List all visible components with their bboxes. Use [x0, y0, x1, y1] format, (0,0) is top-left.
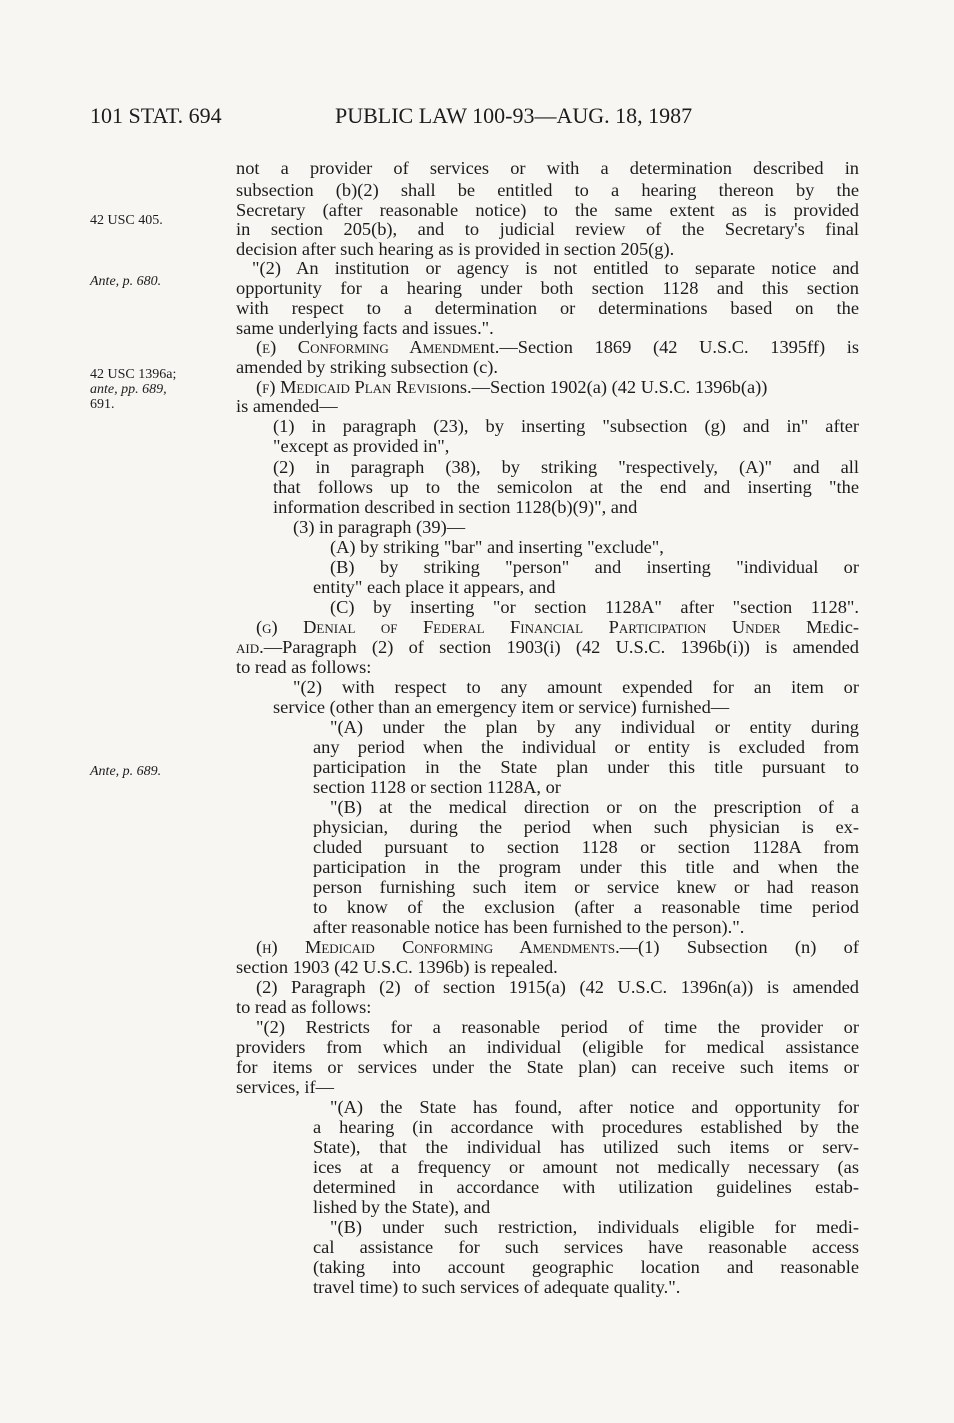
- text-line: to know of the exclusion (after a reasonable time period: [313, 897, 859, 917]
- text-line: cluded pursuant to section 1128 or section 1128A from: [313, 837, 859, 857]
- margin-note: [90, 764, 161, 779]
- text-line: information described in section 1128(b)(9)", and: [273, 497, 638, 517]
- text-line: participation in the State plan under this title pursuant to: [313, 757, 859, 777]
- text-line: entity" each place it appears, and: [313, 577, 556, 597]
- small-caps-heading: aid: [236, 637, 260, 657]
- text-line: not a provider of services or with a determination described in: [236, 158, 859, 178]
- text-line: decision after such hearing as is provided in section 205(g).: [236, 239, 675, 259]
- text-line: (h) Medicaid Conforming Amendments.—(1) Subsection (n) of: [256, 937, 859, 957]
- margin-note-line: 691.: [90, 397, 115, 412]
- text-line: for items or services under the State plan) can receive such items or: [236, 1057, 859, 1077]
- text-line: participation in the program under this title and when the: [313, 857, 859, 877]
- text-line: physician, during the period when such physician is ex-: [313, 817, 859, 837]
- text-line: subsection (b)(2) shall be entitled to a hearing thereon by the: [236, 180, 859, 200]
- margin-note-line: Ante, p. 689.: [90, 764, 162, 779]
- margin-note: [90, 274, 161, 289]
- small-caps-heading: (e) Conforming Amendme: [256, 337, 481, 357]
- text-line: "(A) under the plan by any individual or entity during: [330, 717, 859, 737]
- text-line: to read as follows:: [236, 997, 372, 1017]
- text-line: after reasonable notice has been furnished to the person).".: [313, 917, 745, 937]
- text-line: any period when the individual or entity is excluded from: [313, 737, 859, 757]
- text-line: (B) by striking "person" and inserting "individual or: [330, 557, 859, 577]
- text-line: (g) Denial of Federal Financial Participation Under Medic-: [256, 617, 859, 637]
- small-caps-heading: (f) Medicaid Plan Revisi: [256, 377, 442, 397]
- text-line: a hearing (in accordance with procedures established by the: [313, 1117, 859, 1137]
- text-line: "(2) An institution or agency is not entitled to separate notice and: [252, 258, 859, 278]
- page-header: [0, 103, 954, 133]
- text-line: to read as follows:: [236, 657, 372, 677]
- text-line: (C) by inserting "or section 1128A" after "section 1128".: [330, 597, 859, 617]
- margin-note: [90, 367, 176, 412]
- margin-note-line: 42 USC 1396a;: [90, 367, 177, 382]
- text-line: (e) Conforming Amendment.—Section 1869 (42 U.S.C. 1395ff) is: [256, 337, 859, 357]
- text-line: "(2) with respect to any amount expended for an item or: [293, 677, 859, 697]
- small-caps-heading: (g) Denial of Federal Financial Participation Under Me: [256, 617, 831, 637]
- text-line: (2) Paragraph (2) of section 1915(a) (42 U.S.C. 1396n(a)) is amended: [256, 977, 859, 997]
- text-line: State), that the individual has utilized such items or serv-: [313, 1137, 859, 1157]
- text-line: section 1128 or section 1128A, or: [313, 777, 561, 797]
- text-line: section 1903 (42 U.S.C. 1396b) is repealed.: [236, 957, 558, 977]
- text-line: lished by the State), and: [313, 1197, 491, 1217]
- margin-note: [90, 213, 163, 228]
- text-line: travel time) to such services of adequate quality.".: [313, 1277, 681, 1297]
- text-line: cal assistance for such services have reasonable access: [313, 1237, 859, 1257]
- text-line: "(B) under such restriction, individuals eligible for medi-: [330, 1217, 859, 1237]
- text-line: that follows up to the semicolon at the end and inserting "the: [273, 477, 859, 497]
- text-line: (A) by striking "bar" and inserting "exclude",: [330, 537, 664, 557]
- text-line: providers from which an individual (eligible for medical assistance: [236, 1037, 859, 1057]
- margin-note-line: 42 USC 405.: [90, 213, 163, 228]
- text-line: (f) Medicaid Plan Revisions.—Section 1902(a) (42 U.S.C. 1396b(a)): [256, 377, 768, 397]
- text-line: Secretary (after reasonable notice) to the same extent as is provided: [236, 200, 859, 220]
- text-line: in section 205(b), and to judicial review of the Secretary's final: [236, 219, 859, 239]
- small-caps-heading: (h) Medicaid Conforming Amendments: [256, 937, 616, 957]
- text-line: opportunity for a hearing under both section 1128 and this section: [236, 278, 859, 298]
- text-line: is amended—: [236, 396, 338, 416]
- text-line: "(A) the State has found, after notice and opportunity for: [330, 1097, 859, 1117]
- margin-note-line: Ante, p. 680.: [90, 274, 162, 289]
- page-law-title: PUBLIC LAW 100-93—AUG. 18, 1987: [335, 103, 693, 128]
- text-line: "(2) Restricts for a reasonable period of time the provider or: [256, 1017, 859, 1037]
- text-line: determined in accordance with utilization guidelines estab-: [313, 1177, 859, 1197]
- text-line: service (other than an emergency item or service) furnished—: [273, 697, 730, 717]
- text-line: (3) in paragraph (39)—: [293, 517, 466, 537]
- text-line: "except as provided in",: [273, 436, 450, 456]
- page-stat-citation: 101 STAT. 694: [90, 103, 222, 128]
- text-line: (2) in paragraph (38), by striking "respectively, (A)" and all: [273, 457, 859, 477]
- text-line: with respect to a determination or determinations based on the: [236, 298, 859, 318]
- text-line: person furnishing such item or service knew or had reason: [313, 877, 859, 897]
- text-line: ices at a frequency or amount not medically necessary (as: [313, 1157, 859, 1177]
- text-line: services, if—: [236, 1077, 335, 1097]
- text-line: aid.—Paragraph (2) of section 1903(i) (42 U.S.C. 1396b(i)) is amended: [236, 637, 859, 657]
- margin-note-line: ante, pp. 689,: [90, 382, 167, 397]
- text-line: (taking into account geographic location and reasonable: [313, 1257, 859, 1277]
- text-line: (1) in paragraph (23), by inserting "subsection (g) and in" after: [273, 416, 859, 436]
- text-line: amended by striking subsection (c).: [236, 357, 499, 377]
- text-line: "(B) at the medical direction or on the prescription of a: [330, 797, 859, 817]
- text-line: same underlying facts and issues.".: [236, 318, 494, 338]
